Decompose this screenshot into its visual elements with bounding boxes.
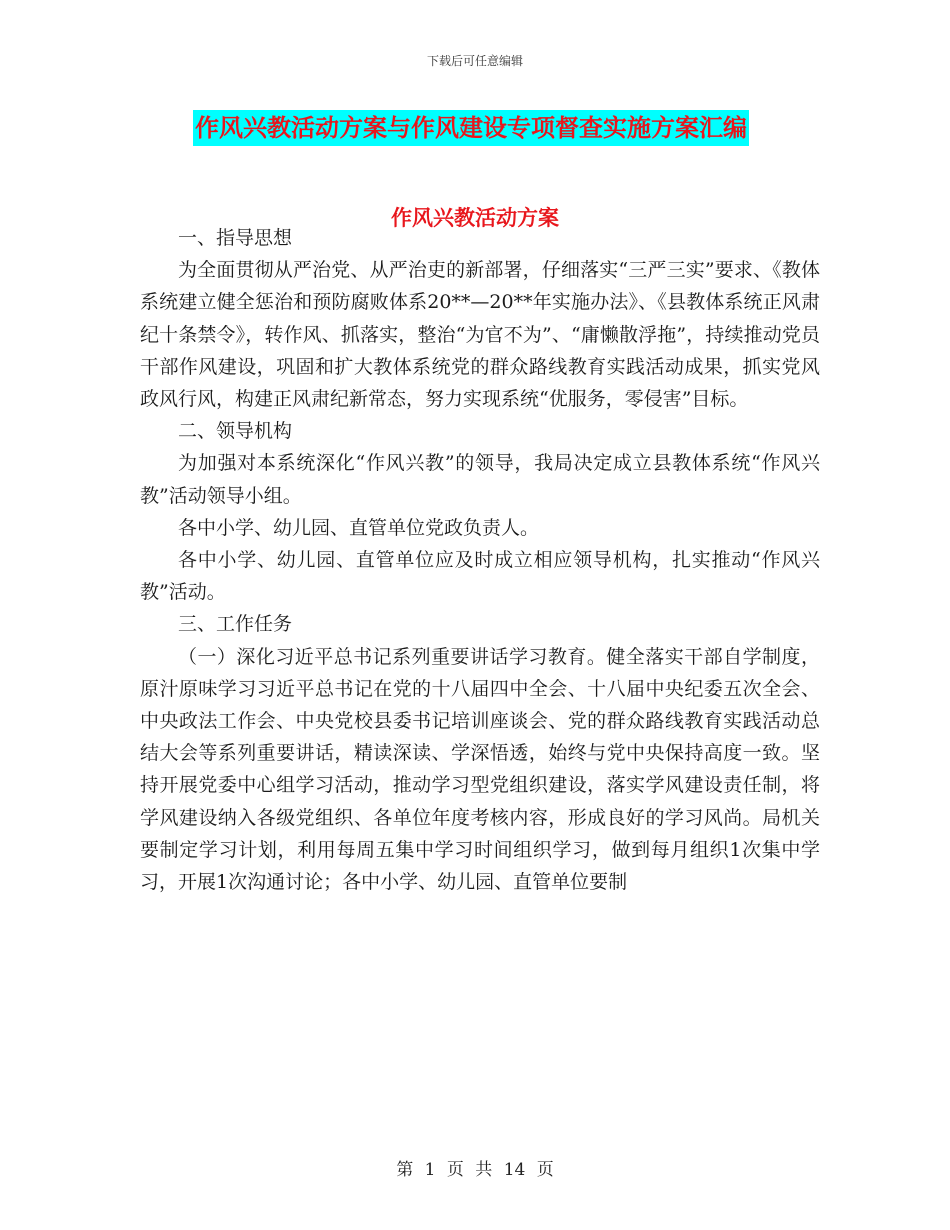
document-main-title: 作风兴教活动方案与作风建设专项督查实施方案汇编 bbox=[193, 110, 749, 146]
heading-work-tasks: 三、工作任务 bbox=[178, 613, 293, 636]
heading-guiding-ideology: 一、指导思想 bbox=[178, 227, 293, 249]
paragraph: （一）深化习近平总书记系列重要讲话学习教育。健全落实干部自学制度，原汁原味学习习近平总书记在党的十八届四中全会、十八届中央纪委五次全会、中央政法工作会、中央党校县委书记培训座谈会、党的群众路线教育实践活动总结大会等系列重要讲话，精读深读、学深悟透，始终与党中央保持高度一致。坚持开展党委中心组学习活动，推动学习型党组织建设，落实学风建设责任制，将学风建设纳入各级党组织、各单位年度考核内容，形成良好的学习风尚。局机关要制定学习计划，利用每周五集中学习时间组织学习，做到每月组织1次集中学习，开展1次沟通讨论；各中小学、幼儿园、直管单位要制 bbox=[140, 645, 820, 894]
document-body bbox=[140, 222, 820, 898]
heading-leadership: 二、领导机构 bbox=[178, 420, 293, 443]
section-title: 作风兴教活动方案 bbox=[391, 205, 559, 230]
page-number: 第 1 页 共 14 页 bbox=[396, 1160, 554, 1180]
paragraph: 为加强对本系统深化“作风兴教”的领导，我局决定成立县教体系统“作风兴教”活动领导小组。 bbox=[140, 452, 820, 507]
paragraph: 各中小学、幼儿园、直管单位党政负责人。 bbox=[178, 516, 540, 539]
paragraph: 各中小学、幼儿园、直管单位应及时成立相应领导机构，扎实推动“作风兴教”活动。 bbox=[140, 549, 820, 604]
header-note: 下载后可任意编辑 bbox=[426, 54, 523, 68]
paragraph: 为全面贯彻从严治党、从严治吏的新部署，仔细落实“三严三实”要求、《教体系统建立健全惩治和预防腐败体系20**—20**年实施办法》、《县教体系统正风肃纪十条禁令》，转作风、抓落实，整治“为官不为”、“庸懒散浮拖”，持续推动党员干部作风建设，巩固和扩大教体系统党的群众路线教育实践活动成果，抓实党风政风行风，构建正风肃纪新常态，努力实现系统“优服务，零侵害”目标。 bbox=[140, 259, 820, 411]
